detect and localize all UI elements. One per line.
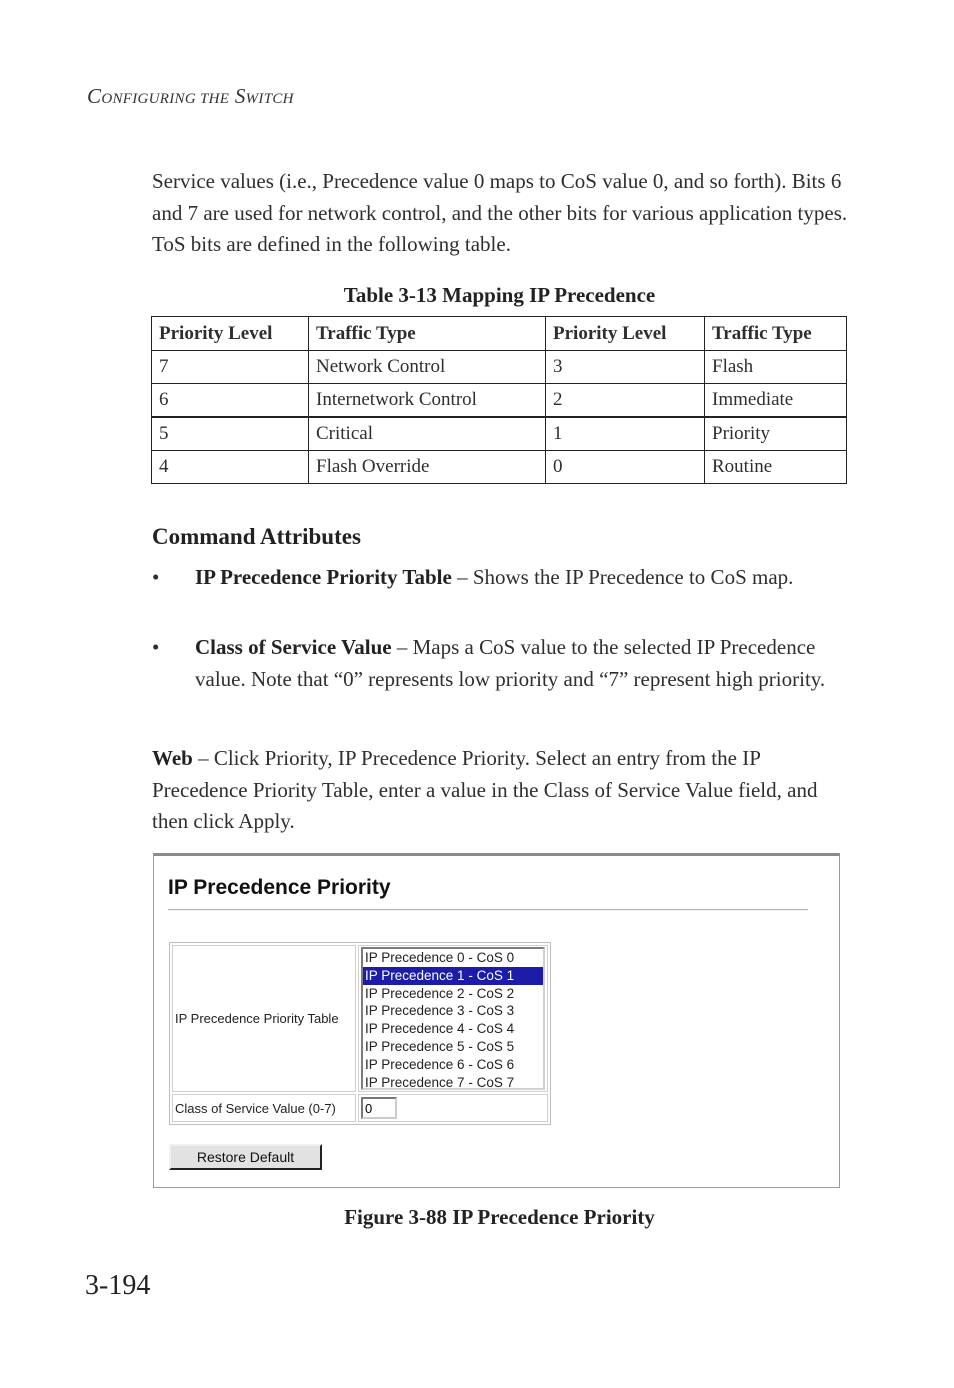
precedence-listbox[interactable] [361,947,545,1090]
running-head-word: ONFIGURING THE [101,91,230,107]
table-cell: Network Control [309,351,546,384]
figure-caption: Figure 3-88 IP Precedence Priority [344,1205,655,1229]
table-caption: Table 3-13 Mapping IP Precedence [343,283,656,307]
settings-form [169,942,551,1125]
table-cell: 7 [152,351,309,384]
section-heading: Command Attributes [152,524,361,549]
table-cell: Critical [309,417,546,451]
running-head-word: WITCH [245,91,294,107]
bullet-desc: – Maps a CoS value to the selected IP Precedence value. Note that “0” represents low priority and “7” represent high priority. [195,635,826,691]
table-cell: Internetwork Control [309,384,546,418]
table-row [152,384,847,418]
table-cell: 1 [546,417,705,451]
listbox-option-selected[interactable]: IP Precedence 1 - CoS 1 [363,967,543,985]
table-cell: Flash Override [309,451,546,484]
table-row [152,351,847,384]
running-head-initial: S [234,84,246,108]
intro-paragraph: Service values (i.e., Precedence value 0 maps to CoS value 0, and so forth). Bits 6 and 7 are used for network control, and the other bits for various application types. ToS bits are defined in the following table. [152,169,848,256]
mapping-table [151,316,847,484]
listbox-option[interactable]: IP Precedence 3 - CoS 3 [365,1003,515,1019]
table-cell: 4 [152,451,309,484]
header-cell: Priority Level [152,317,309,351]
web-desc: – Click Priority, IP Precedence Priority. Select an entry from the IP Precedence Priority Table, enter a value in the Class of Service Value field, and then click Apply. [152,746,818,833]
bullet-dot: • [152,635,160,659]
table-cell: 2 [546,384,705,418]
restore-default-button[interactable]: Restore Default [169,1144,322,1170]
bullet-term: IP Precedence Priority Table [195,565,452,589]
header-cell: Priority Level [546,317,705,351]
listbox-option[interactable]: IP Precedence 2 - CoS 2 [365,985,515,1001]
table-row [152,417,847,451]
header-cell: Traffic Type [705,317,847,351]
running-head [87,84,294,109]
header-cell: Traffic Type [309,317,546,351]
screenshot-title: IP Precedence Priority [168,876,391,899]
web-term: Web [152,746,193,770]
priority-table-label: IP Precedence Priority Table [172,945,356,1092]
table-header-row [152,317,847,351]
listbox-cell [358,945,548,1092]
table-cell: 5 [152,417,309,451]
screenshot-panel [153,853,840,1188]
listbox-option[interactable]: IP Precedence 4 - CoS 4 [365,1021,515,1037]
table-cell: Priority [705,417,847,451]
title-divider [168,909,808,911]
table-cell: Flash [705,351,847,384]
listbox-option[interactable]: IP Precedence 6 - CoS 6 [365,1056,515,1072]
table-row [152,451,847,484]
cos-value-input[interactable] [361,1097,397,1119]
form-row [172,945,548,1092]
form-row [172,1094,548,1122]
bullet-desc: – Shows the IP Precedence to CoS map. [451,565,794,589]
listbox-option[interactable]: IP Precedence 5 - CoS 5 [365,1038,515,1054]
bullet-term: Class of Service Value [195,635,392,659]
input-cell [358,1094,548,1122]
cos-value-label: Class of Service Value (0-7) [172,1094,356,1122]
bullet-text [195,632,845,695]
table-cell: Immediate [705,384,847,418]
listbox-option[interactable]: IP Precedence 7 - CoS 7 [365,1074,515,1090]
bullet-text [195,562,845,594]
table-cell: Routine [705,451,847,484]
table-cell: 3 [546,351,705,384]
table-cell: 6 [152,384,309,418]
running-head-initial: C [87,84,102,108]
bullet-dot: • [152,565,160,589]
listbox-option[interactable]: IP Precedence 0 - CoS 0 [365,950,515,965]
web-paragraph [152,743,852,838]
page-number: 3-194 [85,1270,151,1301]
table-cell: 0 [546,451,705,484]
